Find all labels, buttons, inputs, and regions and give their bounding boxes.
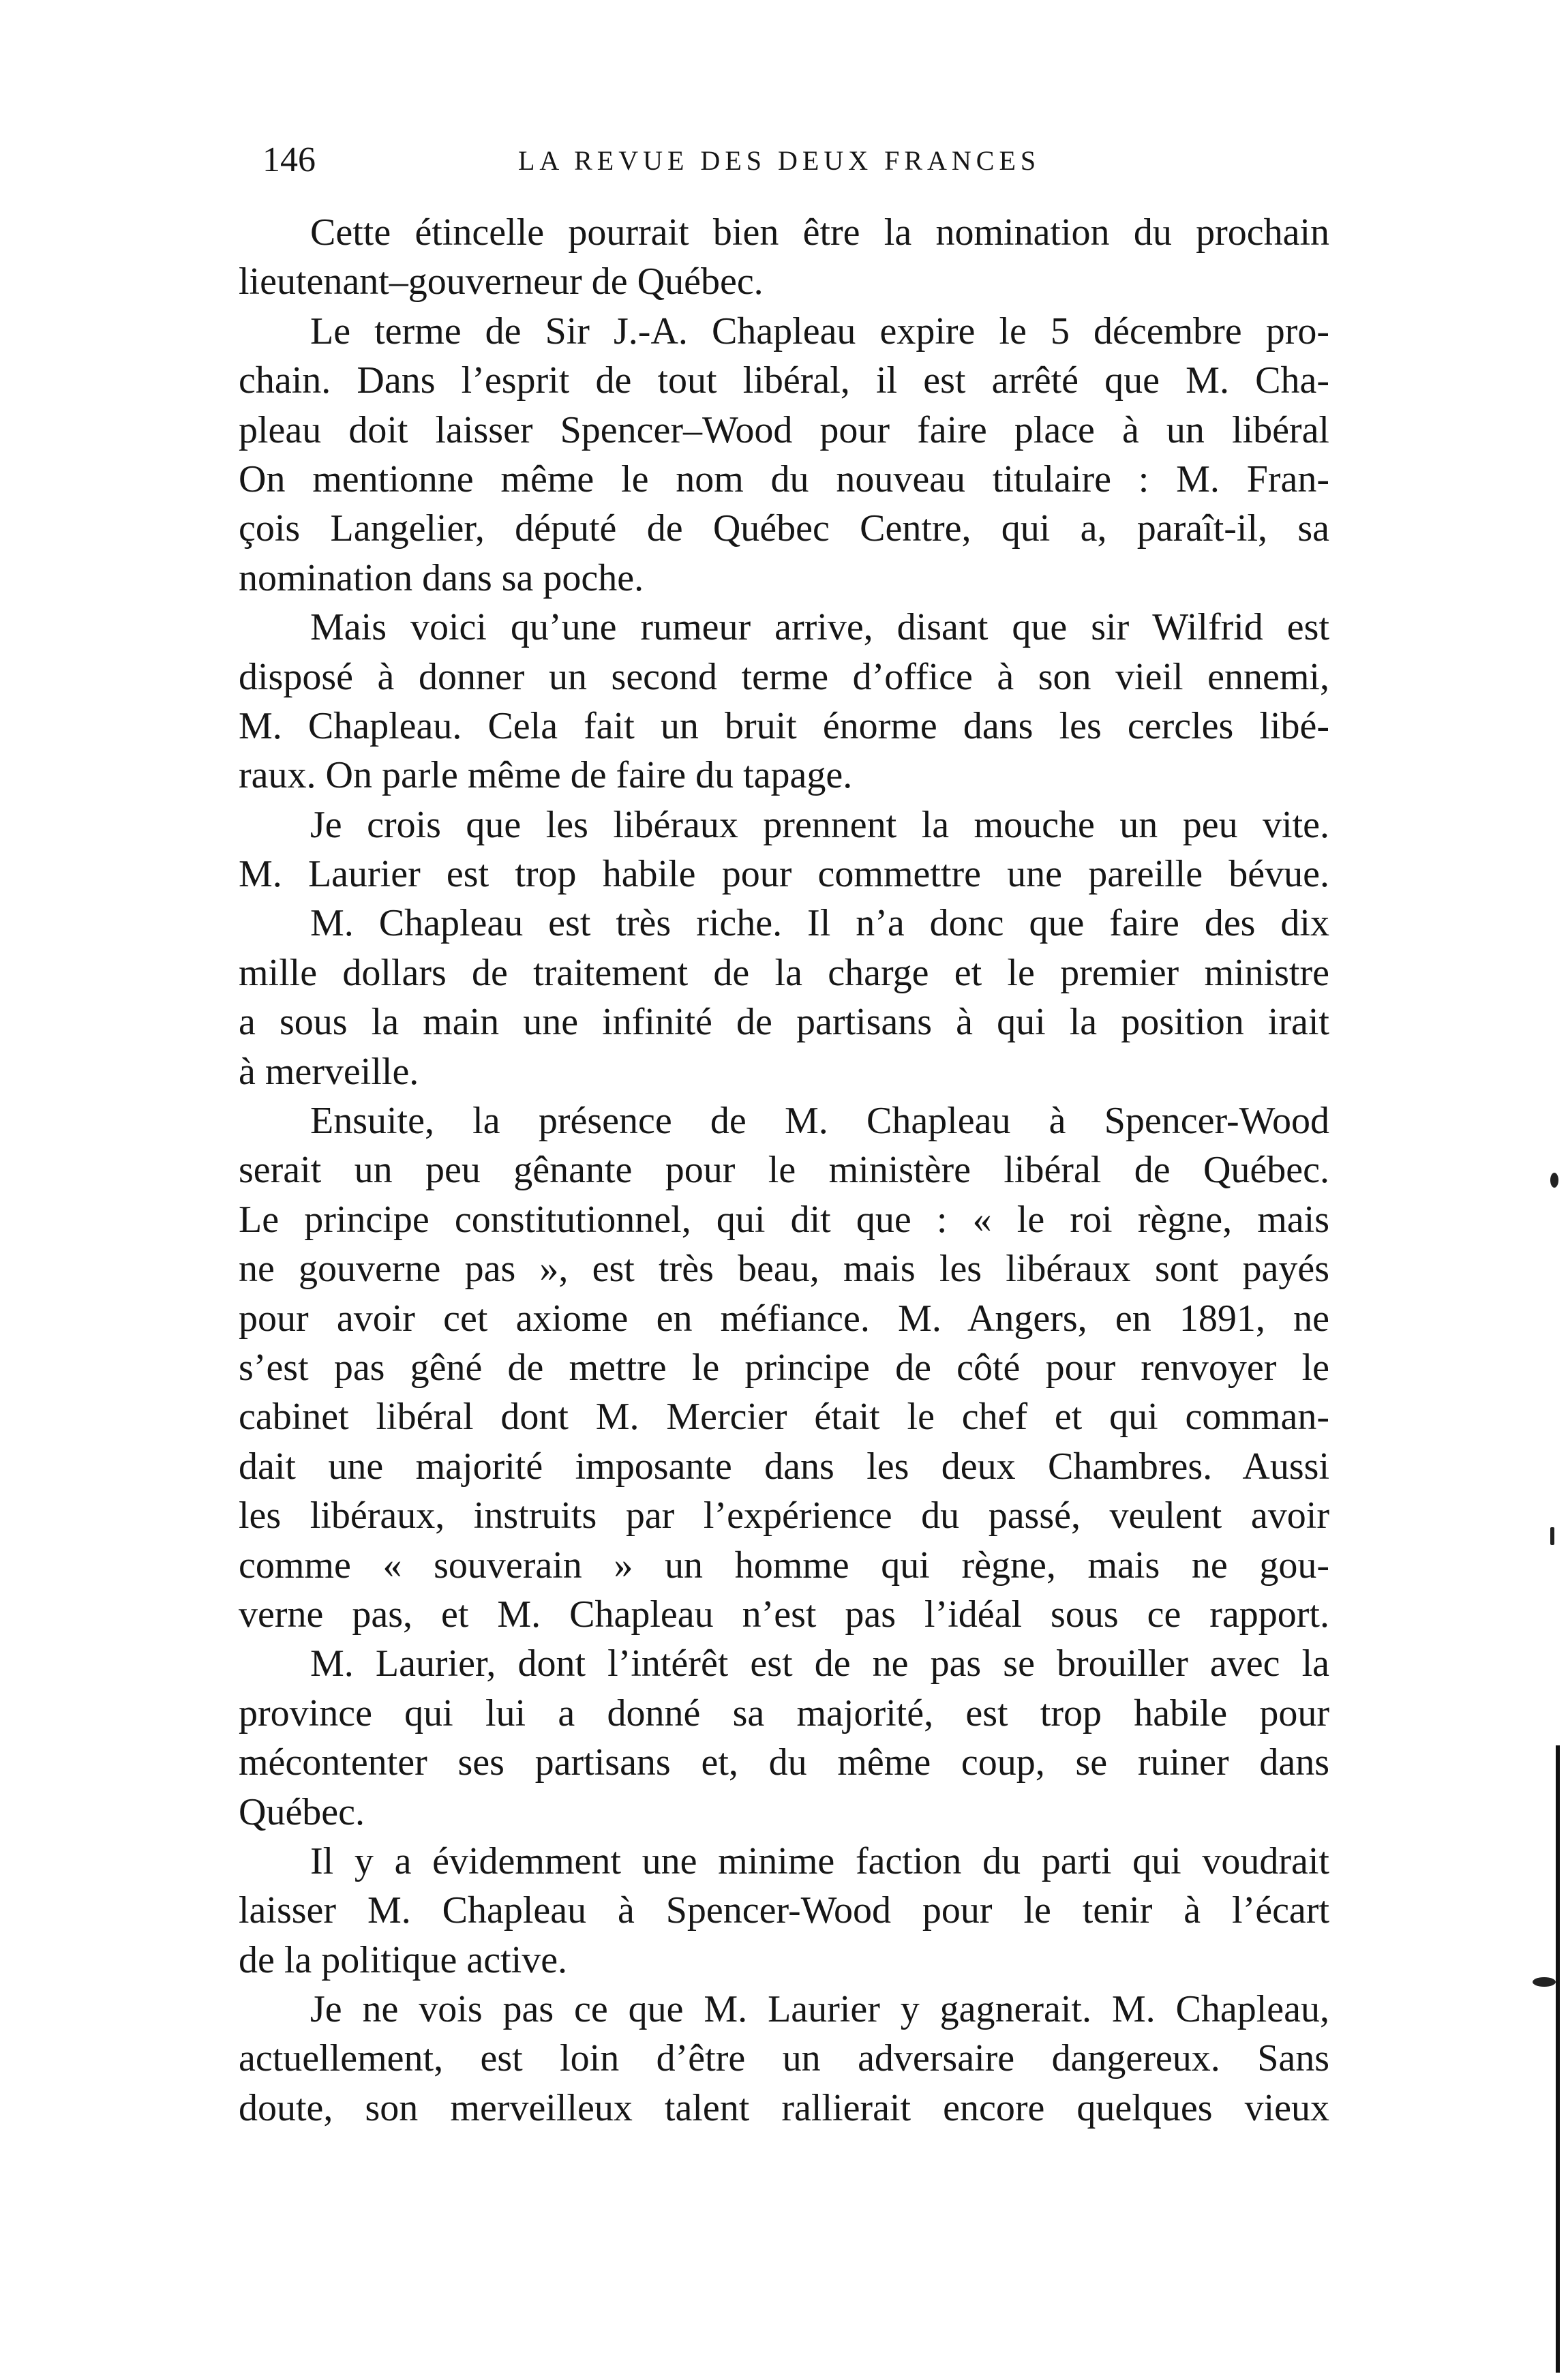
- text-line: à merveille.: [239, 1050, 419, 1093]
- text-line: lieutenant–gouverneur de Québec.: [239, 260, 764, 303]
- text-line: mille dollars de traitement de la charge et le premier ministre: [239, 951, 1329, 994]
- scan-edge-rule: [1556, 1745, 1560, 2373]
- text-line: M. Laurier, dont l’intérêt est de ne pas se brouiller avec la: [310, 1642, 1329, 1685]
- text-line: verne pas, et M. Chapleau n’est pas l’idéal sous ce rapport.: [239, 1593, 1329, 1636]
- text-line: comme « souverain » un homme qui règne, mais ne gou-: [239, 1544, 1329, 1587]
- text-line: cabinet libéral dont M. Mercier était le chef et qui comman-: [239, 1396, 1329, 1439]
- text-line: de la politique active.: [239, 1938, 568, 1981]
- text-line: province qui lui a donné sa majorité, est trop habile pour: [239, 1692, 1329, 1734]
- text-line: nomination dans sa poche.: [239, 556, 644, 599]
- running-title: LA REVUE DES DEUX FRANCES: [518, 145, 1041, 176]
- text-line: les libéraux, instruits par l’expérience du passé, veulent avoir: [239, 1494, 1329, 1537]
- text-line: Québec.: [239, 1790, 365, 1833]
- text-line: Le terme de Sir J.-A. Chapleau expire le 5 décembre pro-: [310, 310, 1329, 352]
- text-line: çois Langelier, député de Québec Centre, qui a, paraît-il, sa: [239, 507, 1329, 550]
- scan-speck: [1550, 1173, 1558, 1188]
- text-line: s’est pas gêné de mettre le principe de côté pour renvoyer le: [239, 1346, 1329, 1389]
- text-line: Ensuite, la présence de M. Chapleau à Spencer-Wood: [310, 1100, 1329, 1143]
- text-line: doute, son merveilleux talent rallierait encore quelques vieux: [239, 2086, 1329, 2129]
- text-line: M. Laurier est trop habile pour commettre une pareille bévue.: [239, 853, 1329, 896]
- text-line: dait une majorité imposante dans les deux Chambres. Aussi: [239, 1445, 1329, 1488]
- text-line: actuellement, est loin d’être un adversaire dangereux. Sans: [239, 2037, 1329, 2080]
- text-line: chain. Dans l’esprit de tout libéral, il est arrêté que M. Cha-: [239, 359, 1329, 402]
- page-number: 146: [262, 140, 316, 179]
- text-line: On mentionne même le nom du nouveau titulaire : M. Fran-: [239, 457, 1329, 500]
- scan-speck: [1533, 1977, 1556, 1987]
- text-line: laisser M. Chapleau à Spencer-Wood pour le tenir à l’écart: [239, 1889, 1329, 1932]
- text-line: Il y a évidemment une minime faction du parti qui voudrait: [310, 1839, 1329, 1882]
- running-head: [262, 136, 1326, 184]
- text-line: a sous la main une infinité de partisans à qui la position irait: [239, 1001, 1329, 1044]
- text-line: mécontenter ses partisans et, du même coup, se ruiner dans: [239, 1741, 1329, 1784]
- text-line: pour avoir cet axiome en méfiance. M. Angers, en 1891, ne: [239, 1297, 1329, 1340]
- text-line: serait un peu gênante pour le ministère libéral de Québec.: [239, 1149, 1329, 1192]
- text-line: pleau doit laisser Spencer–Wood pour faire place à un libéral: [239, 408, 1329, 451]
- text-line: Cette étincelle pourrait bien être la nomination du prochain: [310, 211, 1329, 254]
- text-line: Mais voici qu’une rumeur arrive, disant que sir Wilfrid est: [310, 606, 1329, 649]
- text-line: Je ne vois pas ce que M. Laurier y gagnerait. M. Chapleau,: [310, 1988, 1329, 2031]
- text-line: ne gouverne pas », est très beau, mais les libéraux sont payés: [239, 1248, 1329, 1291]
- text-line: Le principe constitutionnel, qui dit que : « le roi règne, mais: [239, 1198, 1329, 1241]
- scan-edge-marks: [1527, 0, 1568, 2374]
- text-line: raux. On parle même de faire du tapage.: [239, 754, 853, 797]
- text-line: M. Chapleau est très riche. Il n’a donc que faire des dix: [310, 902, 1329, 945]
- text-line: Je crois que les libéraux prennent la mouche un peu vite.: [310, 803, 1329, 846]
- scan-speck: [1550, 1527, 1554, 1545]
- text-line: disposé à donner un second terme d’office à son vieil ennemi,: [239, 655, 1329, 698]
- body-text: [239, 208, 1329, 2133]
- text-line: M. Chapleau. Cela fait un bruit énorme dans les cercles libé-: [239, 704, 1329, 747]
